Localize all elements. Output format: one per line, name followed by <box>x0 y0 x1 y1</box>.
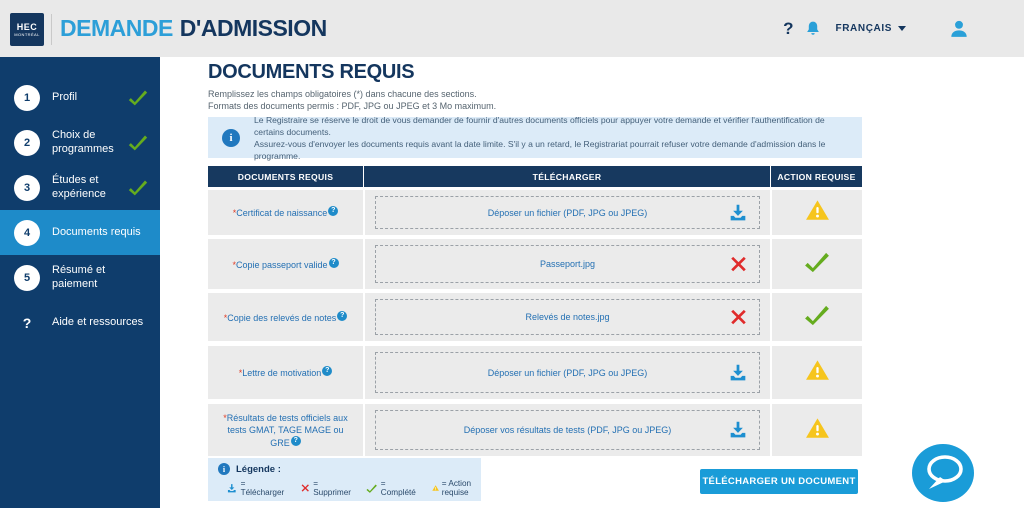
document-label: *Résultats de tests officiels aux tests GMAT, TAGE MAGE ou GRE ? <box>223 412 348 448</box>
app-title <box>60 0 327 57</box>
dropzone-text: Déposer un fichier (PDF, JPG ou JPEG) <box>487 207 648 218</box>
action-required-warning-icon <box>805 359 830 386</box>
topbar-actions <box>783 0 1024 57</box>
sidebar-item-profil[interactable] <box>0 75 160 120</box>
column-header-action: ACTION REQUISE <box>770 166 862 187</box>
legend-title: Légende : <box>236 463 281 475</box>
language-selector[interactable] <box>836 23 906 34</box>
logo-subtext: MONTRÉAL <box>14 31 40 37</box>
notice-line1: Le Registraire se réserve le droit de vous demander de fournir d'autres documents officiels pour appuyer votre demande et vérifier l'authentification de certains documents. <box>254 114 825 137</box>
action-required-warning-icon <box>805 199 830 226</box>
completed-check-icon <box>804 304 830 331</box>
tooltip-icon[interactable]: ? <box>291 436 301 446</box>
table-row <box>208 239 862 289</box>
required-asterisk: * <box>232 208 237 218</box>
step-sidebar <box>0 57 160 508</box>
completed-check-icon <box>804 251 830 278</box>
step-number: 3 <box>14 175 40 201</box>
app-title-light: DEMANDE <box>60 15 173 41</box>
tooltip-icon[interactable]: ? <box>329 258 339 268</box>
column-header-telecharger: TÉLÉCHARGER <box>363 166 770 187</box>
step-number: 1 <box>14 85 40 111</box>
divider <box>51 14 52 45</box>
notifications-bell-icon[interactable] <box>804 19 822 38</box>
language-label: FRANÇAIS <box>835 23 892 34</box>
page-instructions <box>208 88 496 112</box>
step-number: 5 <box>14 265 40 291</box>
legend-item-complete: = Complété <box>366 479 417 497</box>
warning-icon <box>432 482 439 494</box>
table-row <box>208 190 862 235</box>
uploaded-filename: Passeport.jpg <box>539 259 596 269</box>
table-row <box>208 293 862 341</box>
sidebar-item-etudes-et-experience[interactable] <box>0 165 160 210</box>
document-label: *Copie passeport valide ? <box>222 258 348 271</box>
completed-check-icon <box>128 179 148 196</box>
legend-item-telecharger: = Télécharger <box>226 479 286 497</box>
required-asterisk: * <box>238 368 243 378</box>
instructions-line2: Formats des documents permis : PDF, JPG ou JPEG et 3 Mo maximum. <box>208 101 497 111</box>
sidebar-item-label: Documents requis <box>52 225 141 238</box>
tooltip-icon[interactable]: ? <box>337 311 347 321</box>
action-required-warning-icon <box>805 417 830 444</box>
sidebar-item-label: Aide et ressources <box>52 315 144 328</box>
sidebar-item-label: Résumé et paiement <box>52 264 106 290</box>
file-dropzone[interactable] <box>375 196 760 229</box>
step-number: 4 <box>14 220 40 246</box>
dropzone-text: Déposer vos résultats de tests (PDF, JPG ou JPEG) <box>463 425 672 435</box>
notice-text <box>254 114 848 162</box>
chevron-down-icon <box>898 26 906 31</box>
action-cell <box>770 346 862 399</box>
help-question-icon: ? <box>22 314 32 331</box>
upload-document-button[interactable]: TÉLÉCHARGER UN DOCUMENT <box>700 469 858 494</box>
delete-file-icon[interactable] <box>728 254 749 275</box>
app-title-dark: D'ADMISSION <box>179 15 327 41</box>
action-cell <box>770 239 862 289</box>
table-header-row <box>208 166 862 187</box>
download-icon <box>226 482 238 495</box>
check-icon <box>366 483 377 494</box>
help-icon[interactable]: ? <box>783 18 794 38</box>
chat-bubble-icon[interactable] <box>910 443 976 508</box>
info-icon: i <box>222 129 240 147</box>
delete-file-icon[interactable] <box>728 307 749 328</box>
registrar-notice-banner <box>208 114 862 161</box>
tooltip-icon[interactable]: ? <box>322 366 332 376</box>
logo-text: HEC <box>16 21 38 32</box>
legend-box <box>208 458 481 501</box>
tooltip-icon[interactable]: ? <box>328 206 338 216</box>
top-header <box>0 0 1024 57</box>
action-cell <box>770 190 862 235</box>
document-label: *Certificat de naissance ? <box>223 206 349 219</box>
sidebar-item-resume-et-paiement[interactable] <box>0 255 160 300</box>
dropzone-text: Déposer un fichier (PDF, JPG ou JPEG) <box>487 367 648 378</box>
user-account-icon[interactable] <box>948 18 970 40</box>
notice-line2: Assurez-vous d'envoyer les documents requis avant la date limite. S'il y a un retard, le Registrariat pourrait refuser votre demande d'admission dans le programme. <box>254 138 826 161</box>
delete-icon <box>300 482 311 494</box>
page-title: DOCUMENTS REQUIS <box>208 61 415 83</box>
file-dropzone[interactable] <box>375 352 760 393</box>
sidebar-item-label: Études et expérience <box>52 174 106 200</box>
hec-logo[interactable] <box>10 13 44 46</box>
sidebar-item-label: Choix de programmes <box>52 129 114 155</box>
action-cell <box>770 293 862 341</box>
sidebar-item-documents-requis[interactable] <box>0 210 160 255</box>
uploaded-file-zone[interactable] <box>375 299 760 335</box>
info-icon: i <box>218 463 230 475</box>
sidebar-item-aide-et-ressources[interactable] <box>0 300 160 345</box>
required-asterisk: * <box>223 312 228 323</box>
column-header-documents: DOCUMENTS REQUIS <box>237 171 334 182</box>
document-label: *Lettre de motivation ? <box>229 366 343 379</box>
completed-check-icon <box>128 134 148 151</box>
uploaded-file-zone[interactable] <box>375 245 760 283</box>
download-icon[interactable] <box>727 362 749 384</box>
step-number: 2 <box>14 130 40 156</box>
legend-item-supprimer: = Supprimer <box>300 479 353 497</box>
legend-item-action-requise: = Action requise <box>432 479 475 497</box>
sidebar-item-label: Profil <box>52 90 78 103</box>
document-label: *Copie des relevés de notes ? <box>214 311 358 324</box>
instructions-line1: Remplissez les champs obligatoires (*) dans chacune des sections. <box>208 89 477 99</box>
sidebar-item-choix-de-programmes[interactable] <box>0 120 160 165</box>
required-asterisk: * <box>232 259 236 270</box>
table-row <box>208 346 862 399</box>
completed-check-icon <box>128 89 148 106</box>
table-row <box>208 404 862 456</box>
download-icon[interactable] <box>727 202 749 224</box>
action-cell <box>770 404 862 456</box>
download-icon[interactable] <box>727 419 749 441</box>
documents-table <box>208 166 862 456</box>
file-dropzone[interactable] <box>375 410 760 450</box>
uploaded-filename: Relevés de notes.jpg <box>525 312 610 322</box>
required-asterisk: * <box>223 412 227 423</box>
